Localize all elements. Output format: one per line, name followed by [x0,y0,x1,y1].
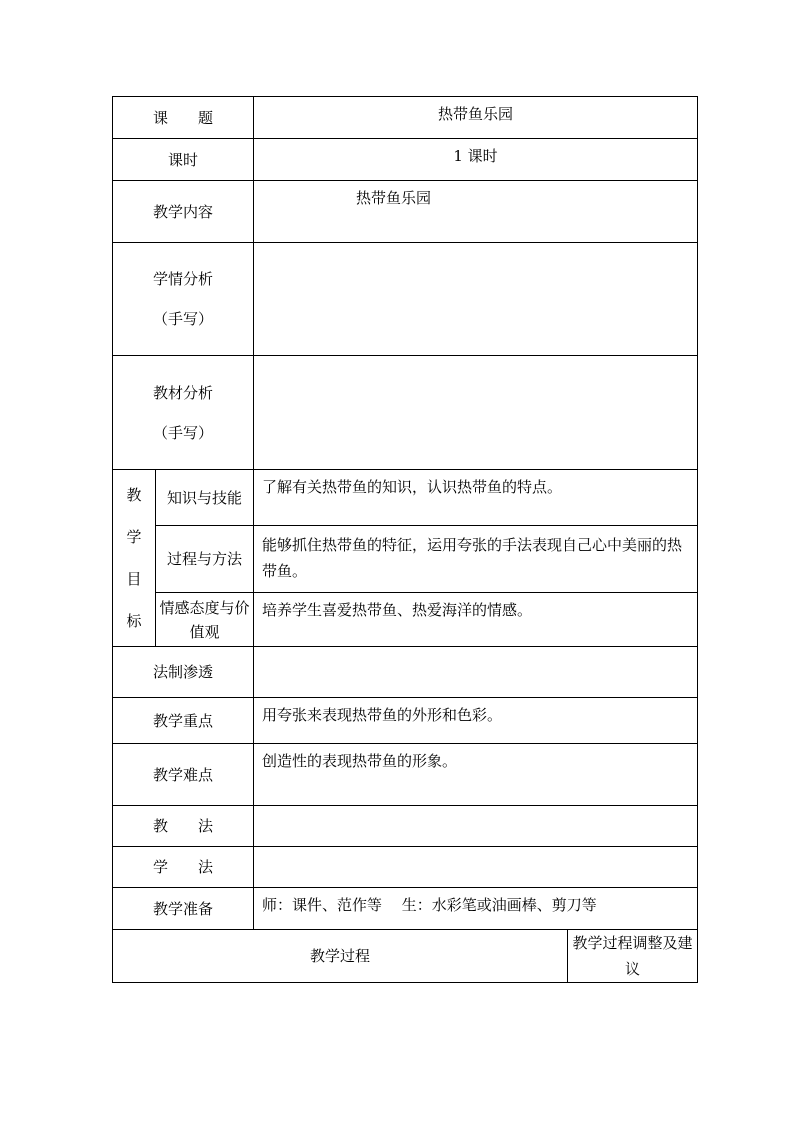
key-point-label: 教学重点 [113,698,254,744]
process-adjust-label: 教学过程调整及建议 [568,930,698,983]
objectives-side-char-3: 目 [126,570,142,588]
objectives-side-char-4: 标 [126,612,142,630]
material-analysis-label-line1: 教材分析 [153,383,214,402]
objective-emotion-label: 情感态度与价值观 [156,593,254,647]
student-analysis-value [254,243,698,356]
objectives-side-label [113,470,156,647]
row-preparation [113,888,698,930]
topic-label: 课 题 [113,97,254,139]
period-label: 课时 [113,139,254,181]
lesson-plan-table [112,96,698,983]
objective-process-label: 过程与方法 [156,526,254,593]
row-content [113,181,698,243]
student-analysis-label-line2: （手写） [153,310,214,328]
material-analysis-value [254,356,698,470]
objectives-side-char-1: 教 [126,486,142,504]
student-analysis-label-line1: 学情分析 [153,270,214,288]
row-difficulty [113,744,698,806]
content-label: 教学内容 [113,181,254,243]
key-point-value: 用夸张来表现热带鱼的外形和色彩。 [254,698,698,744]
teaching-method-label: 教 法 [113,806,254,847]
row-objective-process [113,526,698,593]
row-objective-emotion [113,593,698,647]
row-objective-knowledge [113,470,698,526]
learning-method-label: 学 法 [113,847,254,888]
material-analysis-label-line2: （手写） [153,423,214,442]
objective-process-value: 能够抓住热带鱼的特征，运用夸张的手法表现自己心中美丽的热带鱼。 [254,526,698,593]
row-topic [113,97,698,139]
period-value: 1 课时 [254,139,698,181]
preparation-label: 教学准备 [113,888,254,930]
legal-label: 法制渗透 [113,647,254,698]
row-material-analysis [113,356,698,470]
row-student-analysis [113,243,698,356]
objectives-side-char-2: 学 [126,528,142,546]
row-legal [113,647,698,698]
material-analysis-label [113,356,254,470]
lesson-plan-sheet [112,96,697,983]
topic-value: 热带鱼乐园 [254,97,698,139]
objective-emotion-value: 培养学生喜爱热带鱼、热爱海洋的情感。 [254,593,698,647]
legal-value [254,647,698,698]
learning-method-value [254,847,698,888]
objective-knowledge-value: 了解有关热带鱼的知识，认识热带鱼的特点。 [254,470,698,526]
row-key-point [113,698,698,744]
difficulty-value: 创造性的表现热带鱼的形象。 [254,744,698,806]
process-label: 教学过程 [113,930,568,983]
student-analysis-label [113,243,254,356]
row-period [113,139,698,181]
row-learning-method [113,847,698,888]
objective-knowledge-label: 知识与技能 [156,470,254,526]
row-teaching-method [113,806,698,847]
teaching-method-value [254,806,698,847]
difficulty-label: 教学难点 [113,744,254,806]
row-process [113,930,698,983]
content-value: 热带鱼乐园 [254,181,698,243]
preparation-value: 师：课件、范作等 生：水彩笔或油画棒、剪刀等 [254,888,698,930]
